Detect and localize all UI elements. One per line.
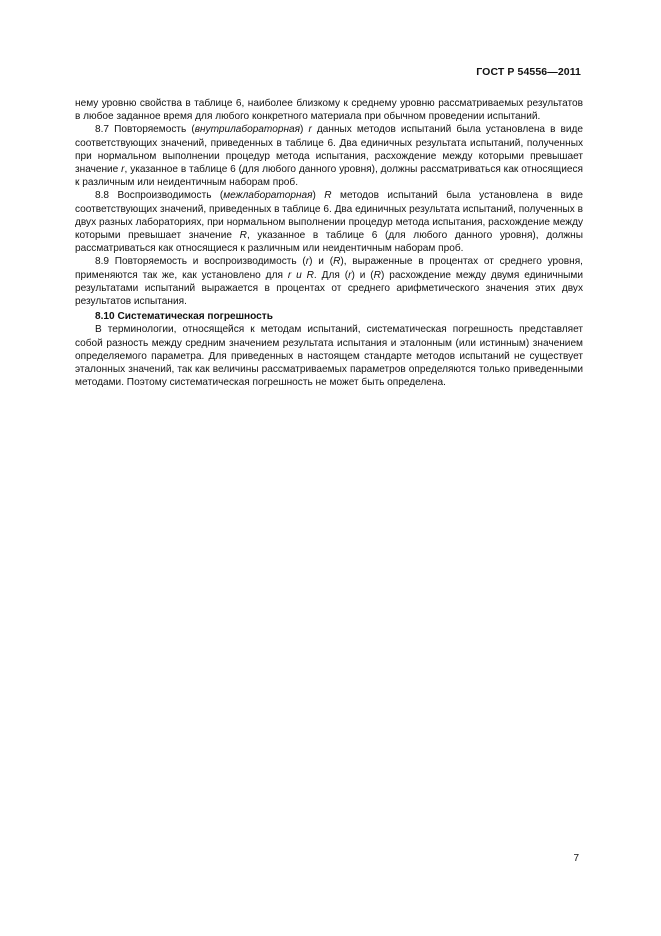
text-run: , указанное в таблице 6 (для любого данного уровня), должны рассматриваться как относящиеся к различным или неидентичным наборам проб.	[75, 230, 583, 255]
text-run: ) и (	[351, 269, 374, 281]
italic-symbol: r	[348, 269, 352, 281]
italic-symbol: r	[308, 124, 312, 136]
page-number: 7	[573, 853, 579, 864]
text-run: . Для (	[313, 269, 349, 281]
italic-symbol: R	[333, 256, 341, 268]
text-run: ) и (	[309, 256, 334, 268]
paragraph-8-8	[75, 189, 583, 255]
document-body	[75, 97, 583, 389]
paragraph-8-9	[75, 255, 583, 308]
section-heading-8-10: 8.10 Систематическая погрешность	[95, 311, 273, 323]
text-run: , указанное в таблице 6 (для любого данного уровня), должны рассматриваться как относящиеся к различным или неидентичным наборам проб.	[75, 164, 583, 189]
standard-code-header: ГОСТ Р 54556—2011	[476, 66, 581, 78]
text-run: ) расхождение между двумя единичными результатами испытаний выражается в процентах от среднего арифметического значения этих двух результатов испытания.	[75, 269, 583, 308]
text-run: )	[312, 190, 325, 202]
paragraph-8-7	[75, 123, 583, 189]
text-run: 8.9 Повторяемость и воспроизводимость (	[95, 256, 306, 268]
italic-symbol: r и R	[287, 269, 314, 281]
text-run: 8.7 Повторяемость (	[95, 124, 195, 136]
paragraph-8-10-body: В терминологии, относящейся к методам испытаний, систематическая погрешность представляет собой разность между средним значением результата испытания и эталонным (или истинным) значением определяемого параметра. Для приведенных в настоящем стандарте методов испытаний не существует эталонных значений, так как величины рассматриваемых параметров определяются только приведенными методами. Поэтому систематическая погрешность не может быть определена.	[75, 324, 583, 389]
text-run: методов испытаний была установлена в виде соответствующих значений, приведенных в таблице 6. Два единичных результата испытаний, полученных в двух разных лабораториях, при нормальном выполнении процедур метода испытания, расхождение между которыми превышает значение	[75, 190, 583, 242]
italic-term: внутрилабораторная	[194, 124, 301, 136]
text-run: )	[300, 124, 309, 136]
italic-symbol: R	[324, 190, 332, 202]
italic-symbol: r	[305, 256, 310, 268]
text-run: ), выраженные в процентах от среднего уровня, применяются так же, как установлено для	[75, 256, 583, 281]
italic-term: межлабораторная	[223, 190, 313, 202]
italic-symbol: R	[239, 230, 247, 242]
paragraph-continuation: нему уровню свойства в таблице 6, наиболее близкому к среднему уровню рассматриваемых результатов в любое заданное время для любого конкретного материала при обычном проведении испытаний.	[75, 98, 583, 123]
text-run: 8.8 Воспроизводимость (	[95, 190, 224, 202]
italic-symbol: R	[373, 269, 381, 281]
text-run: данных методов испытаний была установлена в виде соответствующих значений, приведенных в таблице 6. Два единичных результата испытаний, полученных при нормальном выполнении процедур метода испытания, расхождение между которыми превышает значение	[75, 124, 584, 176]
italic-symbol: r	[121, 164, 125, 176]
